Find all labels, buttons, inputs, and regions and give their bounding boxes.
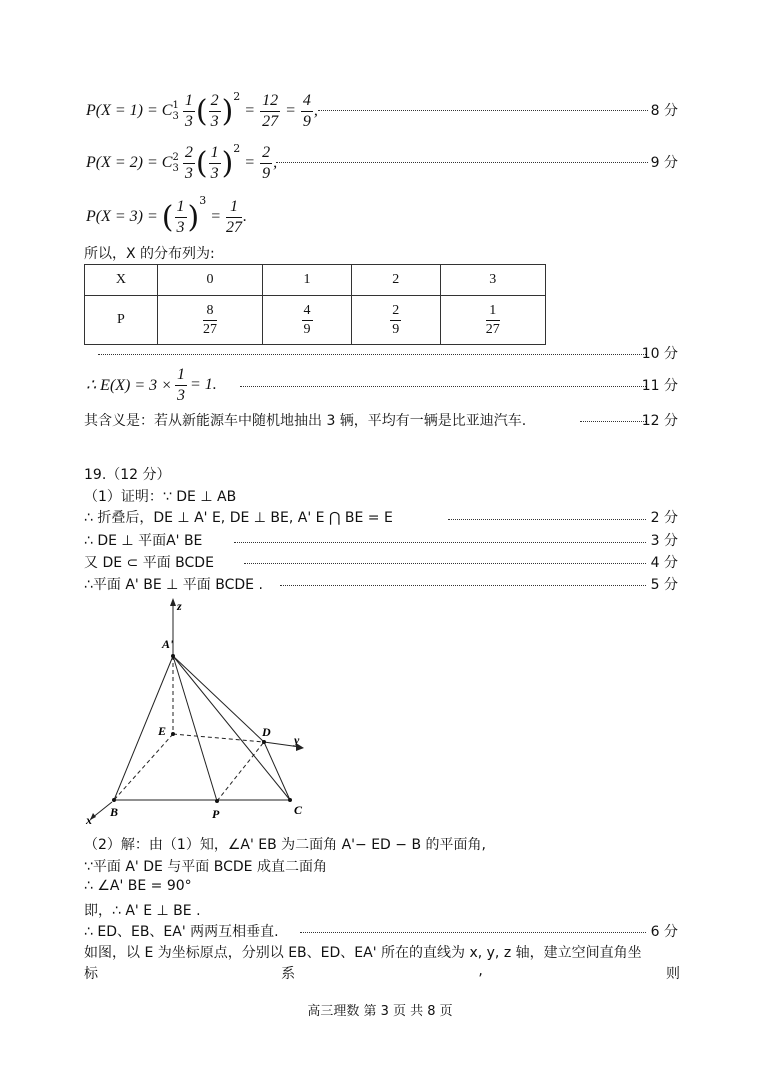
x-axis [92,802,112,818]
q19-line5: ∴平面 A' BE ⊥ 平面 BCDE . [84,577,263,593]
edge-dc [264,742,290,800]
table-cell: $\frac{8}{27}$ [157,296,262,345]
geometry-figure [84,598,314,826]
part2-line2: ∵平面 A' DE 与平面 BCDE 成直二面角 [84,859,327,875]
edge-ed [173,734,264,742]
part2-line3: ∴ ∠A' BE = 90° [84,878,192,894]
label-p: P [212,807,220,821]
prob1-comb-sup: 1 [172,100,179,111]
label-b: B [110,805,119,819]
prob1-lhs: P(X = 1) = C [86,102,173,119]
prob3-frac2: $\frac{1}{27}$ [226,197,243,236]
expect-text: ∴ E(X) = 3 × [86,377,172,394]
label-y: y [294,733,300,747]
edge-ac [173,656,290,800]
score-2: 2 分 [650,510,678,526]
prob2-frac1: $\frac{2}{3}$ [184,143,193,182]
table-cell: 0 [157,265,262,296]
part2-line6: 如图，以 E 为坐标原点，分别以 EB、ED、EA' 所在的直线为 x, y, z 轴，建立空间直角坐 [84,945,642,961]
meaning-line: 其含义是：若从新能源车中随机地抽出 3 辆，平均有一辆是比亚迪汽车. [84,413,527,429]
part2-word: , [478,963,483,979]
q19-title: 19.（12 分） [84,467,171,483]
table-cell: X [85,265,158,296]
leader-dots [448,519,646,520]
table-cell: 1 [263,265,352,296]
prob2-comb-sub: 3 [172,163,179,174]
leader-dots [276,162,648,163]
point-e [171,732,175,736]
leader-dots [300,932,646,933]
leader-dots [318,110,648,111]
prob1-frac1: $\frac{1}{3}$ [184,91,193,130]
prob-line-3: P(X = 3) = ( $\frac{1}{3}$ ) 3 = $\frac{1}{27}$ . [86,194,248,236]
prob2-pow: 2 [233,142,241,155]
prob3-eq1: = [210,208,222,225]
part2-line7 [84,963,680,983]
score-8: 8 分 [650,103,678,119]
prob2-frac2: $\frac{1}{3}$ [210,143,219,182]
point-b [112,798,116,802]
point-c [288,798,292,802]
score-12: 12 分 [641,413,678,429]
prob1-eq2: = [285,102,296,119]
table-cell: $\frac{2}{9}$ [351,296,440,345]
leader-dots [240,386,646,387]
score-4: 4 分 [650,555,678,571]
prob1-frac2: $\frac{2}{3}$ [210,91,219,130]
score-3: 3 分 [650,533,678,549]
edge-eb [114,734,173,800]
leader-dots [234,542,646,543]
prob2-comb-index [172,152,178,174]
prob1-eq1: = [244,102,256,119]
label-z: z [177,599,182,613]
prob1-pow: 2 [233,90,241,103]
table-cell: 3 [440,265,545,296]
distribution-table [84,264,546,345]
edge-ad [173,656,264,742]
q19-line3: ∴ DE ⊥ 平面A' BE [84,533,203,549]
expectation-line [86,364,217,406]
prob2-frac3: $\frac{2}{9}$ [262,143,271,182]
score-10: 10 分 [641,346,678,362]
score-11: 11 分 [641,378,678,394]
part2-line5: ∴ ED、EB、EA' 两两互相垂直. [84,924,279,940]
table-cell: $\frac{1}{27}$ [440,296,545,345]
page-footer: 高三理数 第 3 页 共 8 页 [307,1004,453,1019]
part2-word: 标 [84,966,98,982]
prob3-tail: . [243,208,248,225]
table-cell: P [85,296,158,345]
z-arrow-icon [170,598,176,606]
prob3-pow: 3 [199,194,207,207]
expect-tail: = 1. [189,376,217,393]
prob1-comb-index [172,100,178,122]
dist-intro: 所以，X 的分布列为: [84,246,215,262]
label-e: E [158,724,167,738]
prob2-lhs: P(X = 2) = C [86,154,173,171]
q19-line1: （1）证明：∵ DE ⊥ AB [84,489,237,505]
q19-line2: ∴ 折叠后，DE ⊥ A' E, DE ⊥ BE, A' E ⋂ BE = E [84,510,393,526]
score-5: 5 分 [650,577,678,593]
edge-ap [173,656,217,801]
leader-dots [98,354,646,355]
prob1-tail: , [313,102,318,119]
label-d: D [262,725,271,739]
prob2-eq1: = [244,154,256,171]
score-6: 6 分 [650,924,678,940]
leader-dots [244,563,646,564]
label-a: A' [162,637,174,651]
prob3-frac1: $\frac{1}{3}$ [176,197,185,236]
prob-line-2: P(X = 2) = C 2 3 $\frac{2}{3}$ ( $\frac{1}{3}$ ) 2 = $\frac{2}{9}$ , [86,142,278,182]
part2-line1: （2）解：由（1）知，∠A' EB 为二面角 A'− ED − B 的平面角, [84,837,486,853]
prob-line-1: P(X = 1) = C 1 3 $\frac{1}{3}$ ( $\frac{2}{3}$ ) 2 = $\frac{12}{27}$ = $\frac{4}{9}$ , [86,90,318,130]
point-d [262,740,266,744]
edge-pd [217,742,264,801]
part2-word: 则 [665,966,680,982]
table-cell: 2 [351,265,440,296]
score-9: 9 分 [650,155,678,171]
prob3-lhs: P(X = 3) = [86,208,158,225]
label-x: x [86,813,92,826]
table-row [85,296,546,345]
q19-line4: 又 DE ⊂ 平面 BCDE [84,555,214,571]
point-a [171,654,175,658]
part2-line4: 即，∴ A' E ⊥ BE . [84,903,201,919]
expect-frac: $\frac{1}{3}$ [176,365,185,404]
prob1-comb-sub: 3 [172,111,179,122]
leader-dots [280,585,646,586]
part2-word: 系 [281,966,296,982]
prob1-frac4: $\frac{4}{9}$ [302,91,311,130]
leader-dots [580,421,646,422]
point-p [215,799,219,803]
table-cell: $\frac{4}{9}$ [263,296,352,345]
label-c: C [294,803,303,817]
prob2-tail: , [273,154,278,171]
table-row [85,265,546,296]
prob1-frac3: $\frac{12}{27}$ [262,91,279,130]
prob2-comb-sup: 2 [172,152,179,163]
